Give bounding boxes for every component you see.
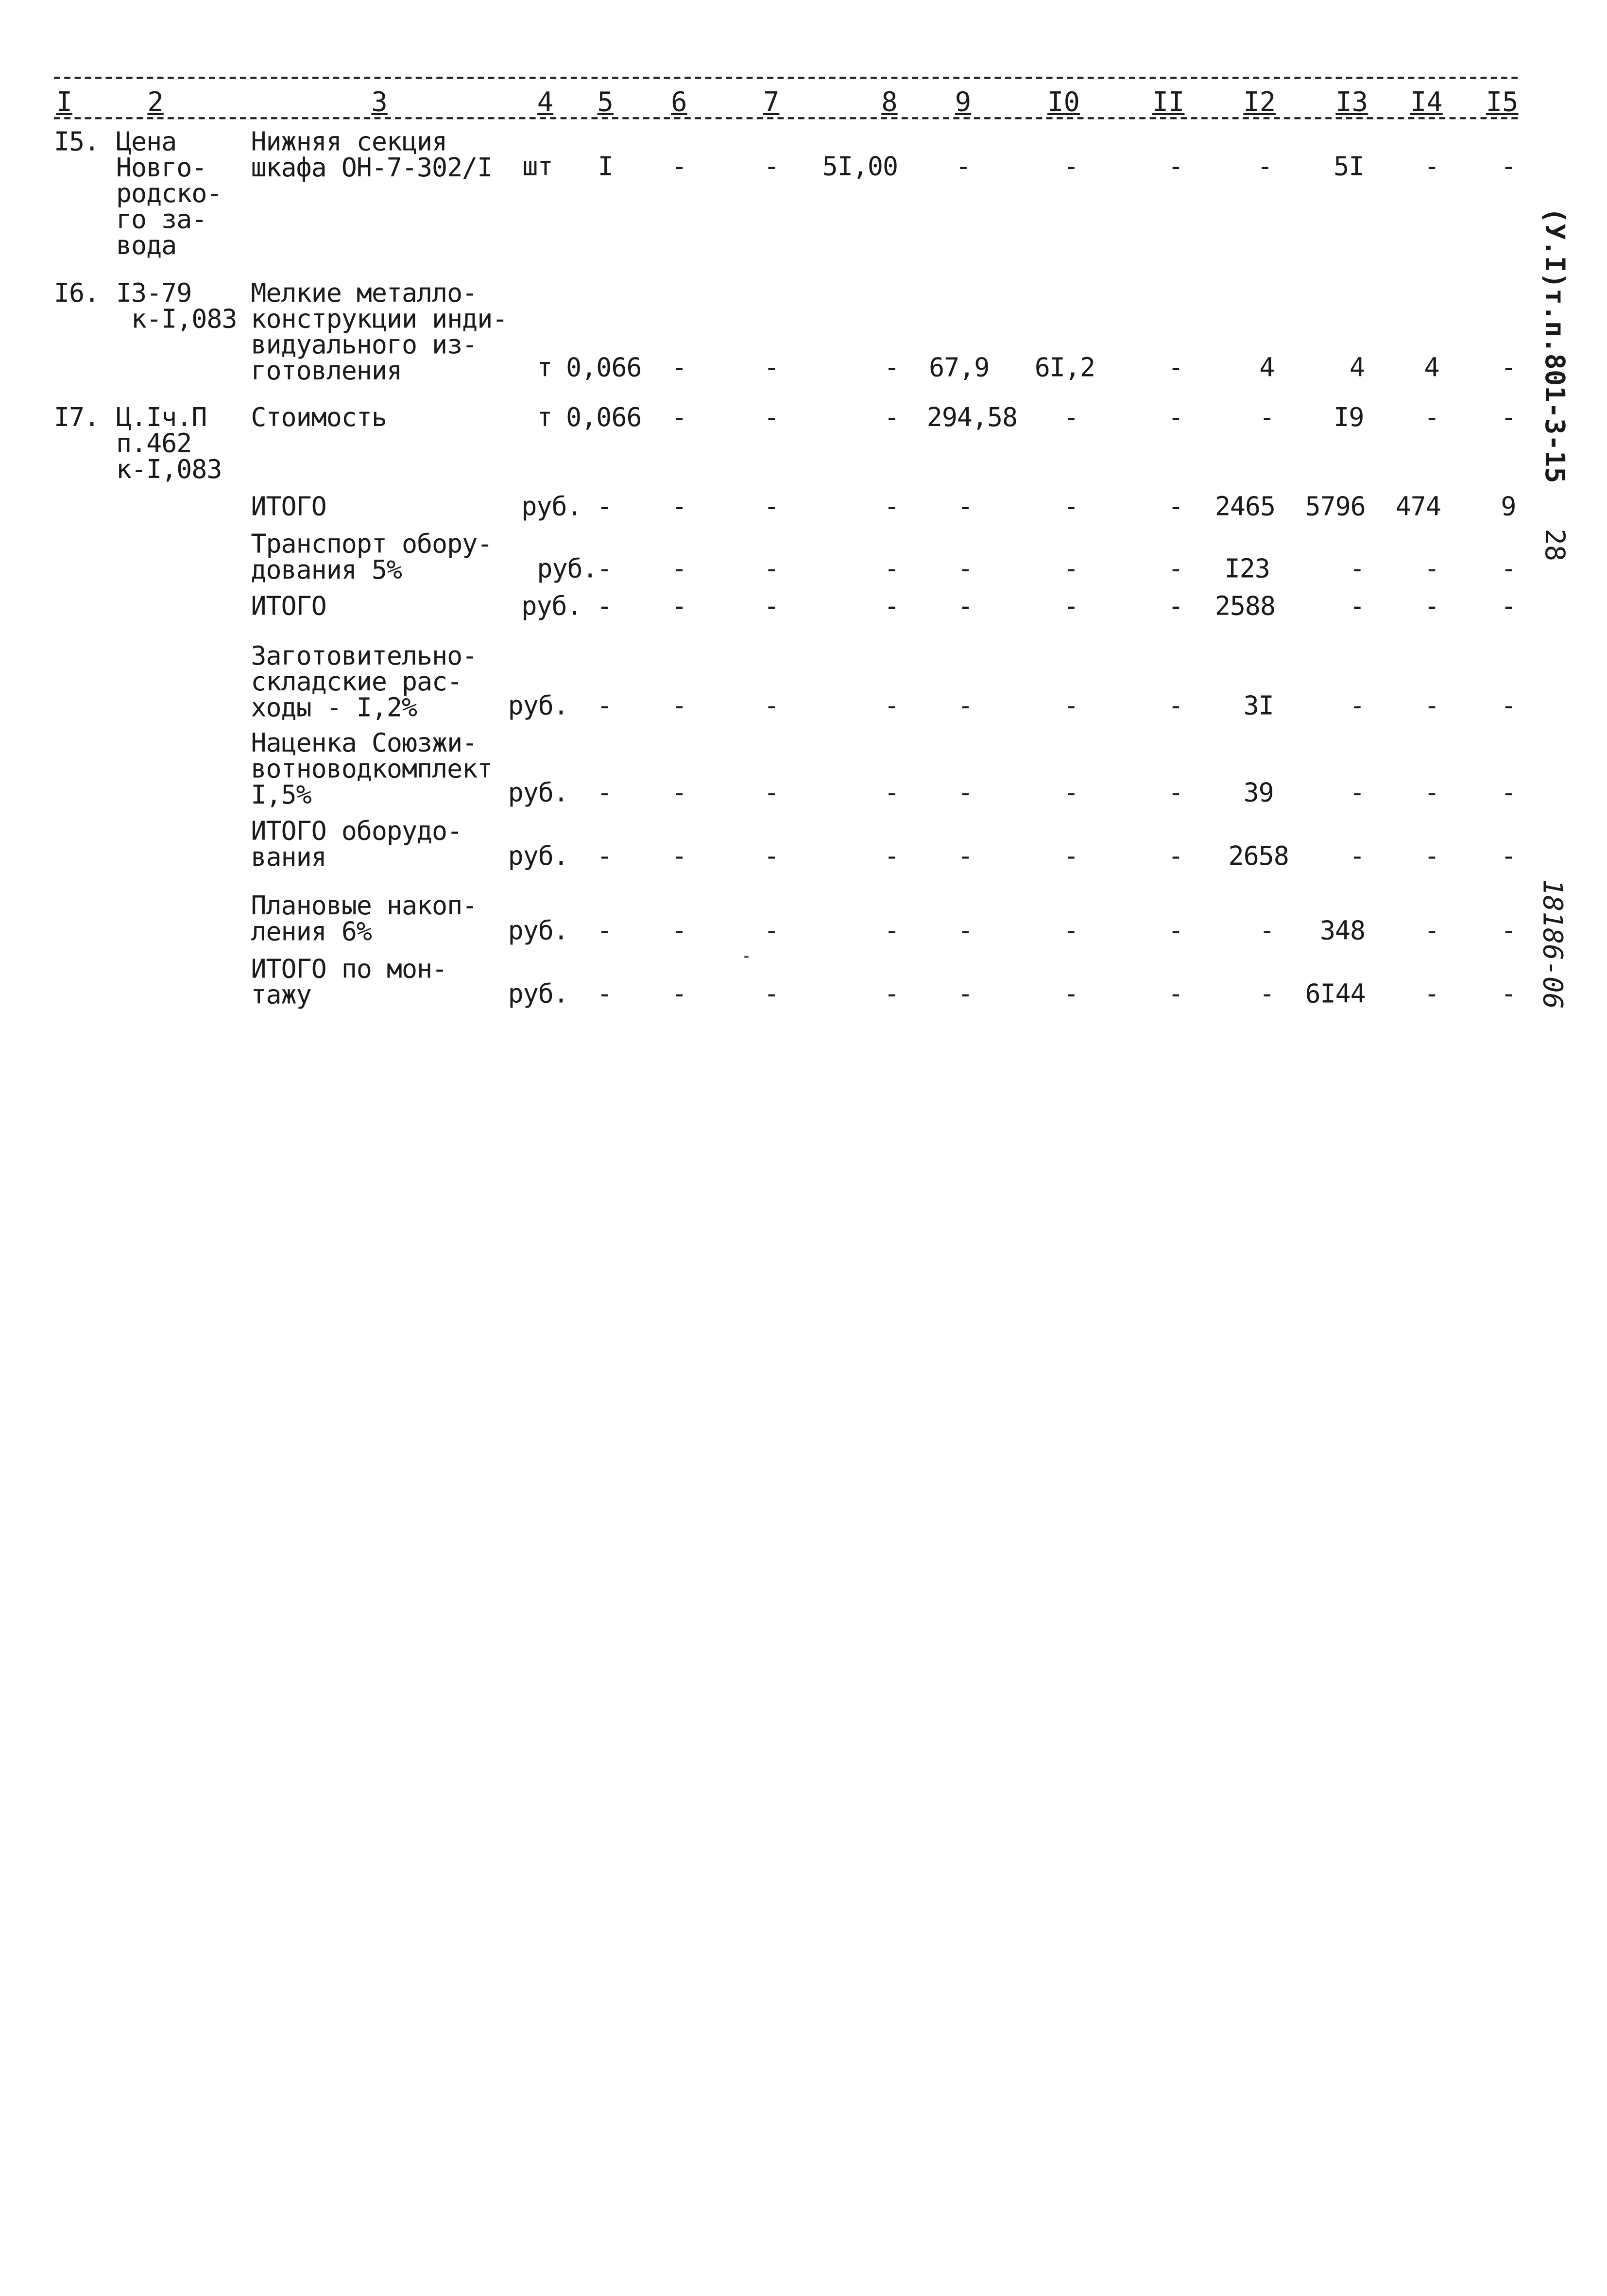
- cell-col13: 4: [1349, 352, 1365, 383]
- cell-col14: -: [1424, 978, 1439, 1009]
- margin-stamp: 18186-06: [1536, 879, 1568, 1009]
- row-unit: шт: [522, 151, 553, 182]
- cell-col15: -: [1501, 553, 1516, 584]
- col-header-3: 3: [371, 87, 388, 119]
- row-basis: Ц.Iч.П п.462 к-I,083: [116, 402, 222, 484]
- row-name: ИТОГО оборудо- вания: [251, 816, 462, 872]
- row-unit: т: [537, 402, 552, 432]
- cell-col6: -: [671, 978, 687, 1009]
- col-header-9: 9: [955, 87, 972, 119]
- cell-col14: -: [1424, 840, 1439, 871]
- cell-col10: -: [1063, 840, 1078, 871]
- row-unit: руб.: [508, 978, 568, 1009]
- cell-col7: -: [764, 978, 779, 1009]
- cell-col7: -: [764, 491, 779, 522]
- cell-col8: -: [884, 915, 899, 946]
- cell-col15: -: [1501, 591, 1516, 621]
- cell-col12: 39: [1243, 777, 1274, 808]
- cell-col15: -: [1501, 915, 1516, 946]
- row-number: I7.: [53, 402, 100, 432]
- cell-col15: -: [1501, 690, 1516, 721]
- cell-col5: -: [597, 491, 612, 522]
- cell-col9: -: [957, 591, 973, 621]
- cell-col10: -: [1063, 777, 1078, 808]
- cell-col14: -: [1424, 151, 1439, 182]
- cell-col14: 4: [1424, 352, 1439, 383]
- row-number: I6.: [53, 277, 100, 308]
- cell-col9: -: [957, 915, 973, 946]
- cell-col10: -: [1063, 591, 1078, 621]
- col-header-12: I2: [1243, 87, 1276, 119]
- row-name: Наценка Союзжи- вотноводкомплект I,5%: [251, 728, 493, 810]
- cell-col11: -: [1168, 491, 1183, 522]
- col-header-4: 4: [537, 87, 554, 119]
- cell-col11: -: [1168, 591, 1183, 621]
- row-name: Мелкие металло- конструкции инди- видуального из- готовления: [251, 277, 508, 386]
- cell-col15: -: [1501, 352, 1516, 383]
- cell-col14: -: [1424, 777, 1439, 808]
- cell-col6: -: [671, 352, 687, 383]
- col-header-13: I3: [1335, 87, 1368, 119]
- col-header-15: I5: [1486, 87, 1519, 119]
- cell-col9: -: [957, 491, 973, 522]
- col-header-2: 2: [147, 87, 164, 119]
- cell-col15: -: [1501, 777, 1516, 808]
- cell-col13: -: [1349, 591, 1365, 621]
- cell-col6: -: [671, 491, 687, 522]
- row-name: ИТОГО: [251, 591, 326, 621]
- cell-col13: I9: [1333, 402, 1364, 432]
- cell-col10: -: [1063, 690, 1078, 721]
- cell-col6: -: [671, 591, 687, 621]
- cell-col15: 9: [1501, 491, 1516, 522]
- cell-col12: -: [1259, 915, 1275, 946]
- cell-col12: 2588: [1214, 591, 1276, 621]
- col-header-14: I4: [1410, 87, 1443, 119]
- cell-col13: 6I44: [1305, 978, 1366, 1009]
- cell-col7: -: [764, 352, 779, 383]
- cell-col11: -: [1168, 978, 1183, 1009]
- cell-col5: -: [597, 978, 612, 1009]
- cell-col10: -: [1063, 151, 1078, 182]
- cell-col8: -: [884, 491, 899, 522]
- cell-col6: -: [671, 402, 687, 432]
- cell-col14: -: [1424, 553, 1439, 584]
- row-unit: руб.: [521, 491, 582, 522]
- col-header-1: I: [56, 87, 73, 119]
- cell-col6: -: [671, 690, 687, 721]
- cell-col7: -: [764, 151, 779, 182]
- cell-col12: -: [1259, 402, 1275, 432]
- cell-col11: -: [1168, 402, 1183, 432]
- cell-col9: 67,9: [929, 352, 990, 383]
- cell-col5: -: [597, 690, 612, 721]
- cell-col11: -: [1168, 840, 1183, 871]
- margin-page-number: 28: [1538, 529, 1570, 562]
- row-name: Транспорт обору- дования 5%: [251, 529, 493, 585]
- cell-col8: -: [884, 690, 899, 721]
- cell-col7: -: [764, 777, 779, 808]
- cell-col10: -: [1063, 553, 1078, 584]
- cell-col8: -: [884, 553, 899, 584]
- cell-col12: 3I: [1243, 690, 1274, 721]
- cell-col9: -: [957, 553, 973, 584]
- cell-col12: -: [1259, 978, 1275, 1009]
- cell-col13: -: [1349, 690, 1365, 721]
- cell-col9: -: [957, 978, 973, 1009]
- cell-col11: -: [1168, 151, 1183, 182]
- cell-col11: -: [1168, 777, 1183, 808]
- cell-col8: -: [884, 352, 899, 383]
- cell-col5: -: [597, 840, 612, 871]
- margin-doc-code: (У.I)т.п.801-3-15: [1538, 207, 1570, 483]
- cell-col9: -: [957, 777, 973, 808]
- row-unit: руб.: [508, 777, 568, 808]
- cell-col8: -: [884, 402, 899, 432]
- cell-col6: -: [671, 151, 687, 182]
- cell-col15: -: [1501, 151, 1516, 182]
- row-unit: руб.: [508, 690, 568, 721]
- cell-col7: -: [764, 591, 779, 621]
- cell-col13: -: [1349, 553, 1365, 584]
- row-unit: т: [537, 352, 552, 383]
- row-basis: I3-79 к-I,083: [116, 277, 237, 334]
- cell-col11: -: [1168, 553, 1183, 584]
- cell-col5: 0,066: [566, 402, 642, 432]
- col-header-6: 6: [671, 87, 687, 119]
- cell-col11: -: [1168, 690, 1183, 721]
- cell-col15: -: [1501, 978, 1516, 1009]
- cell-col10: 6I,2: [1034, 352, 1095, 383]
- cell-col14: 474: [1395, 491, 1441, 522]
- cell-col9: -: [955, 151, 971, 182]
- cell-col14: -: [1424, 915, 1439, 946]
- cell-col8: -: [884, 591, 899, 621]
- cell-col12: I23: [1224, 553, 1270, 584]
- row-name: Заготовительно- складские рас- ходы - I,2%: [251, 640, 478, 723]
- cell-col6: -: [671, 777, 687, 808]
- cell-col7: -: [764, 915, 779, 946]
- cell-col9: -: [957, 840, 973, 871]
- row-basis: Цена Новго- родско- го за- вода: [116, 126, 222, 260]
- scan-speck: [744, 956, 749, 958]
- cell-col9: 294,58: [926, 402, 1018, 432]
- col-header-8: 8: [881, 87, 898, 119]
- cell-col7: -: [764, 402, 779, 432]
- cell-col13: 348: [1319, 915, 1366, 946]
- row-name: ИТОГО: [251, 491, 326, 522]
- row-unit: руб.: [508, 915, 568, 946]
- row-unit: руб.: [521, 591, 582, 621]
- header-top-rule: [54, 77, 1518, 79]
- cell-col12: 4: [1259, 352, 1275, 383]
- cell-col15: -: [1501, 840, 1516, 871]
- col-header-5: 5: [597, 87, 614, 119]
- cell-col14: -: [1424, 402, 1439, 432]
- cell-col9: -: [957, 690, 973, 721]
- cell-col13: 5I: [1333, 151, 1364, 182]
- cell-col8: -: [884, 978, 899, 1009]
- row-unit: руб.: [537, 553, 598, 584]
- cell-col7: -: [764, 553, 779, 584]
- row-name: Стоимость: [251, 402, 387, 432]
- cell-col11: -: [1168, 352, 1183, 383]
- cell-col13: -: [1349, 840, 1365, 871]
- cell-col12: -: [1257, 151, 1273, 182]
- cell-col5: I: [598, 151, 613, 182]
- row-unit: руб.: [508, 840, 568, 871]
- cell-col8: -: [884, 777, 899, 808]
- row-number: I5.: [53, 126, 100, 157]
- cell-col12: 2465: [1214, 491, 1276, 522]
- cell-col6: -: [671, 915, 687, 946]
- cell-col5: -: [597, 591, 612, 621]
- cell-col10: -: [1063, 915, 1078, 946]
- cell-col13: 5796: [1305, 491, 1366, 522]
- col-header-11: II: [1152, 87, 1185, 119]
- cell-col13: -: [1349, 777, 1365, 808]
- cell-col6: -: [671, 840, 687, 871]
- cell-col14: -: [1424, 591, 1439, 621]
- cell-col5: 0,066: [566, 352, 642, 383]
- cell-col6: -: [671, 553, 687, 584]
- cell-col5: -: [597, 553, 612, 584]
- cell-col8: -: [884, 840, 899, 871]
- cell-col12: 2658: [1228, 840, 1289, 871]
- cell-col14: -: [1424, 690, 1439, 721]
- cell-col7: -: [764, 690, 779, 721]
- cell-col7: -: [764, 840, 779, 871]
- col-header-10: I0: [1047, 87, 1080, 119]
- cell-col11: -: [1168, 915, 1183, 946]
- row-name: Плановые накоп- ления 6%: [251, 891, 478, 947]
- cell-col5: -: [597, 915, 612, 946]
- header-bottom-rule: [54, 117, 1518, 119]
- cell-col15: -: [1501, 402, 1516, 432]
- cell-col10: -: [1063, 402, 1078, 432]
- col-header-7: 7: [763, 87, 780, 119]
- cell-col10: -: [1063, 491, 1078, 522]
- cell-col8: 5I,00: [822, 151, 898, 182]
- cell-col10: -: [1063, 978, 1078, 1009]
- cell-col5: -: [597, 777, 612, 808]
- row-name: Нижняя секция шкафа ОН-7-302/I: [251, 126, 493, 183]
- row-name: ИТОГО по мон- тажу: [251, 954, 447, 1010]
